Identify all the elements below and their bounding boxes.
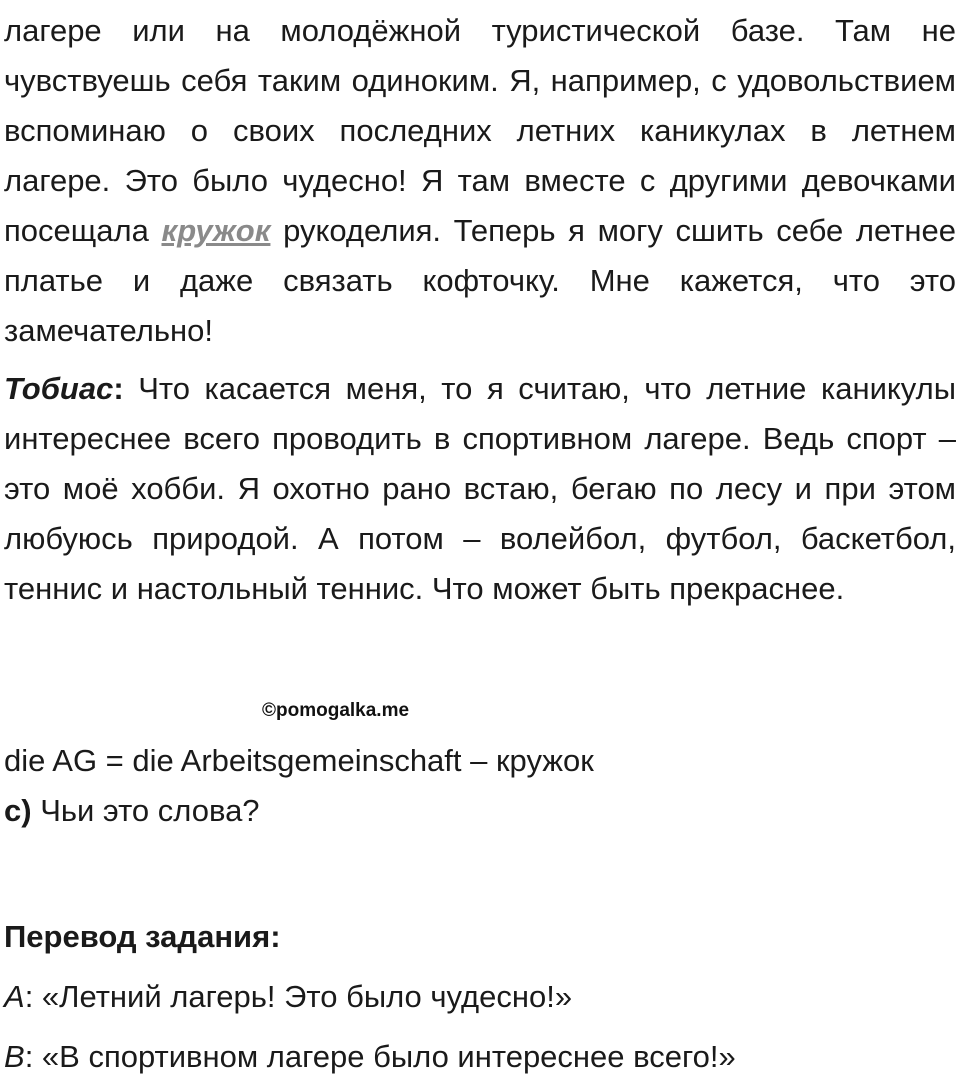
translation-text-b: : «В спортивном лагере было интереснее всего!» [24, 1039, 736, 1074]
paragraph-tobias [4, 364, 956, 614]
highlighted-term: кружок [161, 213, 271, 248]
paragraph-text: Что касается меня, то я считаю, что летние каникулы интереснее всего проводить в спортивном лагере. Ведь спорт – это моё хобби. Я охотно рано встаю, бегаю по лесу и при этом любуюсь природой. А потом – волейбол, футбол, баскетбол, теннис и настольный теннис. Что может быть прекраснее. [4, 371, 956, 606]
paragraph-girl-story [4, 6, 956, 356]
translation-text-a: : «Летний лагерь! Это было чудесно!» [24, 979, 573, 1014]
translation-label-a: А [4, 979, 25, 1014]
speaker-colon: : [113, 371, 124, 406]
task-letter: c) [4, 793, 32, 828]
speaker-name: Тобиас [4, 371, 114, 406]
vocabulary-gloss: die AG = die Arbeitsgemeinschaft – кружок [4, 743, 594, 778]
translation-label-b: В [4, 1039, 25, 1074]
task-question [4, 786, 260, 836]
watermark: ©pomogalka.me [262, 700, 410, 721]
task-text: Чьи это слова? [31, 793, 260, 828]
paragraph-text: лагере или на молодёжной туристической базе. Там не чувствуешь себя таким одиноким. Я, например, с удовольствием вспоминаю о своих последних летних каникулах в летнем лагере. Это было чудесно! Я там вместе с другими девочками посещала [4, 13, 956, 248]
paragraph-text: рукоделия. Теперь я могу сшить себе летнее платье и даже связать кофточку. Мне кажется, что это замечательно! [4, 213, 956, 348]
document-body [4, 6, 956, 614]
translation-line-b [4, 1032, 736, 1082]
translation-heading: Перевод задания: [4, 919, 281, 954]
translation-line-a [4, 972, 572, 1022]
